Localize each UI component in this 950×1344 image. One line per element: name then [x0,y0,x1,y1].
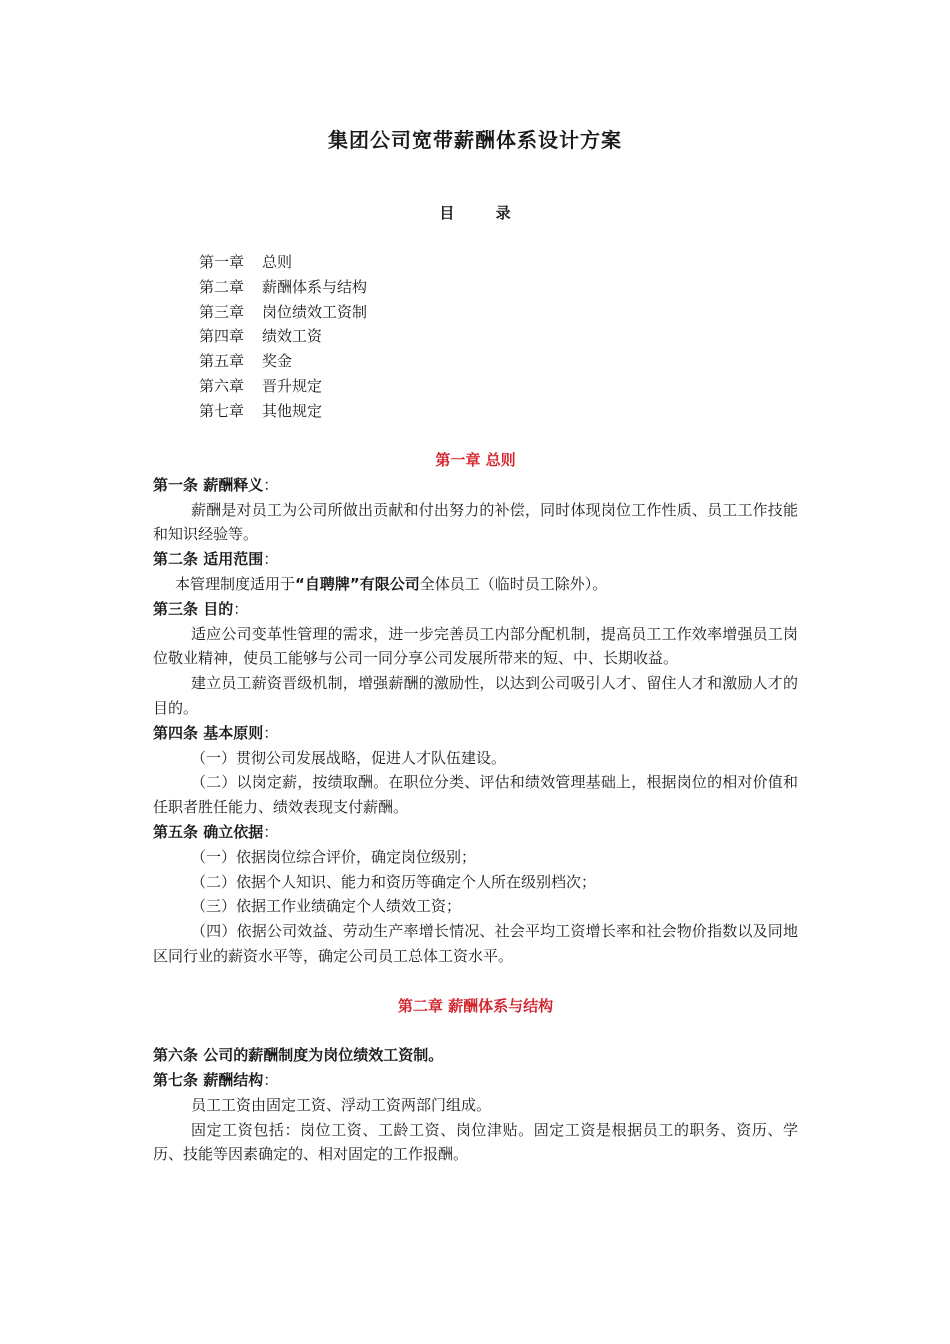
paragraph-text: 本管理制度适用于 [175,574,296,593]
document-body [153,448,798,1167]
article-colon: ： [233,599,249,618]
article-colon: ： [263,723,279,742]
article-colon: ： [263,550,279,569]
article-paragraph: （二）以岗定薪，按绩取酬。在职位分类、评估和绩效管理基础上，根据岗位的相对价值和任职者胜任能力、绩效表现支付薪酬。 [153,773,798,817]
spacer [153,1018,798,1043]
toc-item-label: 薪酬体系与结构 [262,277,368,296]
chapter-heading: 第一章 总则 [435,451,516,469]
article-colon: ： [263,822,279,841]
toc-item-label: 总则 [262,253,293,271]
article-paragraph: （二）依据个人知识、能力和资历等确定个人所在级别档次； [191,872,597,891]
document-title: 集团公司宽带薪酬体系设计方案 [328,128,622,152]
toc-item [199,250,367,275]
toc-item-label: 奖金 [262,352,293,371]
article-paragraph: 适应公司变革性管理的需求，进一步完善员工内部分配机制，提高员工工作效率增强员工岗位敬业精神，使员工能够与公司一同分享公司发展所带来的短、中、长期收益。 [153,624,798,668]
toc-item [199,300,367,325]
article-title-text: 第一条 薪酬释义 [153,475,264,494]
article-title-text: 第二条 适用范围 [153,550,264,569]
article-paragraph: （一）贯彻公司发展战略，促进人才队伍建设。 [191,748,507,767]
article-colon: ： [263,475,279,494]
article-title [153,721,798,746]
article-paragraph: （一）依据岗位综合评价，确定岗位级别； [191,847,477,866]
toc-item-label: 绩效工资 [262,327,323,346]
article-title-text: 第五条 确立依据 [153,822,264,841]
article-paragraph: 固定工资包括：岗位工资、工龄工资、岗位津贴。固定工资是根据员工的职务、资历、学历、技能等因素确定的、相对固定的工作报酬。 [153,1120,798,1164]
company-name: “自聘牌”有限公司 [295,574,420,593]
toc-item-number: 第四章 [199,327,245,346]
toc-item [199,399,367,424]
article-paragraph: （三）依据工作业绩确定个人绩效工资； [191,897,462,916]
article-title [153,1068,798,1093]
toc-item [199,275,367,300]
toc-item-number: 第三章 [199,302,245,321]
toc-heading: 目 录 [439,204,529,222]
toc-item-number: 第七章 [199,401,245,420]
toc-item [199,349,367,374]
article-paragraph [153,572,798,597]
spacer [153,969,798,994]
toc-item-number: 第六章 [199,376,245,395]
article-colon: ： [263,1070,279,1089]
article-title-text: 第七条 薪酬结构 [153,1070,264,1089]
article-title-text: 第六条 公司的薪酬制度为岗位绩效工资制。 [153,1046,444,1065]
article-title [153,820,798,845]
article-title-text: 第三条 目的 [153,599,234,618]
toc-item-label: 岗位绩效工资制 [262,302,368,321]
article-title-text: 第四条 基本原则 [153,723,264,742]
toc-item-number: 第一章 [199,253,245,271]
paragraph-text: 全体员工（临时员工除外）。 [419,574,608,593]
chapter-heading: 第二章 薪酬体系与结构 [397,996,554,1015]
table-of-contents [199,250,367,424]
toc-item-label: 晋升规定 [262,376,323,395]
article-paragraph: 薪酬是对员工为公司所做出贡献和付出努力的补偿，同时体现岗位工作性质、员工工作技能和知识经验等。 [153,500,798,544]
toc-item [199,374,367,399]
article-paragraph: 建立员工薪资晋级机制，增强薪酬的激励性，以达到公司吸引人才、留住人才和激励人才的目的。 [153,674,798,717]
article-title [153,547,798,572]
toc-item-number: 第五章 [199,352,245,371]
article-title [153,473,798,498]
article-title [153,597,798,622]
toc-item-number: 第二章 [199,277,245,296]
toc-item [199,324,367,349]
article-title [153,1043,798,1068]
article-paragraph: 员工工资由固定工资、浮动工资两部门组成。 [191,1095,492,1114]
article-paragraph: （四）依据公司效益、劳动生产率增长情况、社会平均工资增长率和社会物价指数以及同地区同行业的薪资水平等，确定公司员工总体工资水平。 [153,922,798,965]
toc-item-label: 其他规定 [262,401,323,420]
